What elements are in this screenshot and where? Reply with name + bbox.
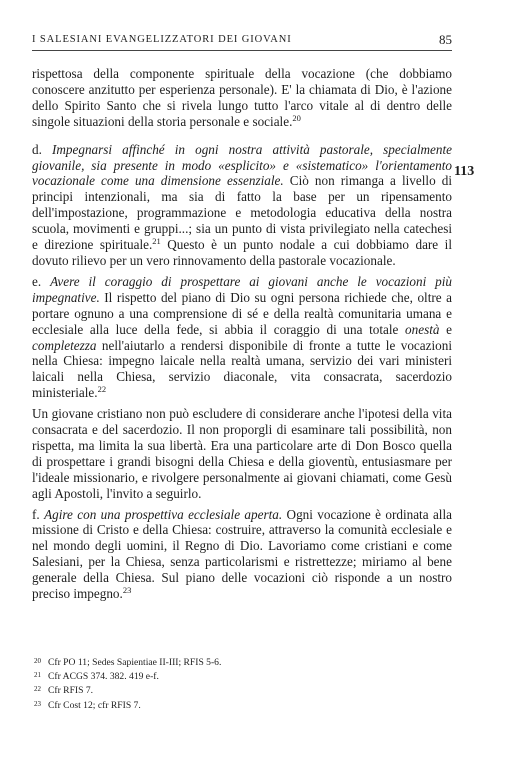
page-number: 85 [439, 32, 452, 47]
text-run: e. [32, 273, 51, 289]
text-run: Questo è un punto nodale a cui dobbiamo dare il dovuto rilievo per un vero rinnovamento della pastorale vocazionale. [32, 237, 452, 268]
text-run: Ogni vocazione è ordinata alla missione di Cristo e della Chiesa: costruire, attraverso la comunità ecclesiale e nel mondo degli uomini, il Regno di Dio. Lavoriamo come cristiani e come Salesiani, per la Chiesa, senza particolarismi e ristrettezze; miriamo al bene generale della Chiesa. Sul piano delle vocazioni ciò risponde a un nostro preciso impegno. [32, 506, 452, 602]
footnote-20 [34, 655, 454, 669]
paragraph-don-bosco [32, 406, 452, 501]
header-rule [32, 50, 452, 51]
footnote-22 [34, 683, 454, 697]
footnotes [34, 655, 454, 712]
text-run: rispettosa della componente spirituale della vocazione (che dobbiamo conoscere anzitutto per esperienza personale). E' la chiamata di Dio, è l'azione dello Spirito Santo che si rivela lungo tutto l'arco vitale al di dentro delle singole situazioni della storia personale e sociale. [32, 66, 452, 129]
paragraph-point-d [32, 142, 452, 269]
running-title: I SALESIANI EVANGELIZZATORI DEI GIOVANI [32, 34, 292, 45]
text-run: f. [32, 506, 45, 522]
text-run: nell'aiutarlo a rendersi disponibile di fronte a tutte le vocazioni nella Chiesa: impegno laicale nella realtà umana, servizio dei vari ministeri laicali nella Chiesa, servizio diaconale, vita consacrata, sacerdozio ministeriale. [32, 337, 452, 401]
footnote-ref: 21 [152, 236, 161, 247]
footnote-text: Cfr ACGS 374. 382. 419 e-f. [48, 671, 159, 683]
footnote-mark: 20 [34, 657, 41, 665]
paragraph-point-e [32, 274, 452, 401]
text-run: d. [32, 141, 52, 157]
footnote-ref: 20 [292, 112, 301, 123]
text-run: e [439, 321, 452, 337]
margin-section-number: 113 [454, 164, 475, 179]
italic-text: Agire con una prospettiva ecclesiale aperta. [44, 506, 283, 522]
footnote-ref: 23 [122, 585, 132, 596]
italic-text: completezza [32, 337, 97, 353]
footnote-ref: 22 [97, 384, 107, 395]
italic-text: Impegnarsi affinché in ogni nostra attività pastorale, specialmente giovanile, sia presente in modo «esplicito» e «sistematico» l'orientamento vocazionale come una dimensione essenziale. [32, 141, 452, 189]
text-run: Ciò non rimanga a livello di principi intenzionali, ma sia di fatto la base per un ripensamento dell'impostazione, programmazione e metodologia educativa della nostra scuola, movimenti e gruppi...; sia un punto di vista privilegiato nella catechesi e direzione spirituale. [32, 173, 452, 253]
paragraph-point-f [32, 507, 452, 602]
footnote-21 [34, 669, 454, 683]
footnote-mark: 21 [34, 671, 41, 680]
text-run: Un giovane cristiano non può escludere di considerare anche l'ipotesi della vita consacrata e del sacerdozio. Il non proporgli di esaminare tali possibilità, non rispetta, ma limita la sua libertà. Era una particolare arte di Don Bosco quella di prospettare i grandi bisogni della Chiesa e della gioventù, entusiasmare per l'ideale missionario, e rivolgere personalmente ai giovani chiamati, come Gesù agli Apostoli, l'invito a seguirlo. [32, 406, 452, 501]
footnote-text: Cfr PO 11; Sedes Sapientiae II-III; RFIS 5-6. [48, 657, 222, 668]
main-text [32, 66, 452, 602]
text-run: Il rispetto del piano di Dio su ogni persona richiede che, oltre a portare ognuno a una comprensione di sé e della realtà comunitaria umana e ecclesiale alla luce della fede, si abbia il coraggio di una totale [32, 289, 452, 337]
italic-text: onestà [405, 321, 440, 337]
footnote-mark: 23 [34, 699, 41, 708]
italic-text: Avere il coraggio di prospettare ai giovani anche le vocazioni più impegnative. [32, 273, 452, 305]
paragraph-continuation [32, 66, 452, 130]
footnote-mark: 22 [34, 685, 41, 694]
footnote-23 [34, 698, 454, 712]
footnote-text: Cfr Cost 12; cfr RFIS 7. [48, 699, 141, 711]
footnote-text: Cfr RFIS 7. [48, 685, 94, 697]
running-header [32, 34, 452, 52]
